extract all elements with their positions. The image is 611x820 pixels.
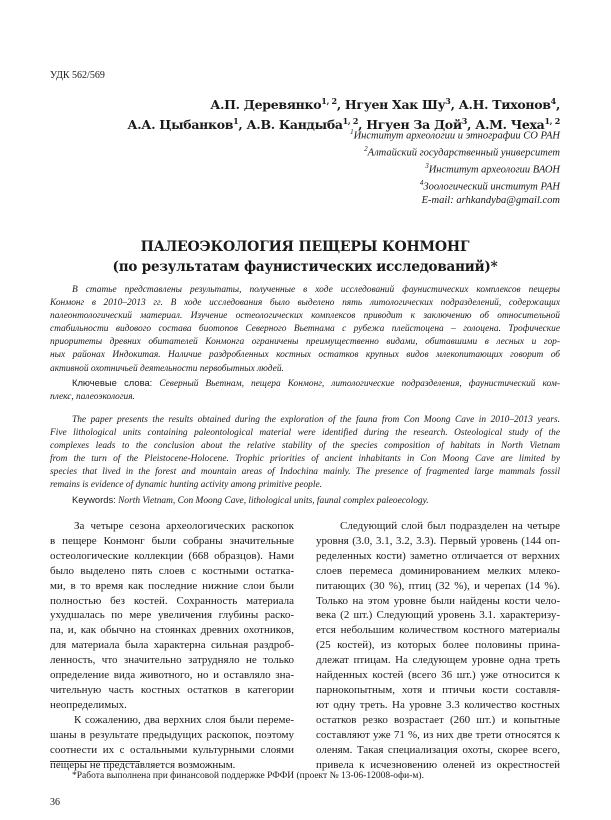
affiliation-mark: 4 [419,179,424,188]
author-affiliation-mark: 4 [550,96,556,106]
author-affiliation-mark: 3 [445,96,451,106]
body-text-line: остеологические коллекции (668 образцов). Нами [50,549,294,562]
footnote: *Работа выполнена при финансовой поддержке РФФИ (проект № 13-06-12008-офи-м). [72,771,424,781]
abstract-line: ных районах Индокитая. Наличие раздробленных костных остатков крупных видов млекопитающих говорит об [50,350,560,361]
body-text-line: ми, в то время как последние нижние слои были [50,579,294,592]
body-text-line: Только на этом уровне были найдены кости чело- [316,594,560,607]
author-separator: , [358,117,367,133]
body-text-line: в пещере Конмонг были собраны значительные [50,534,294,547]
abstract-line: В статье представлены результаты, полученные в ходе исследований фаунистических комплексов пещеры [72,285,560,295]
body-text-line: уровня (3.0, 3.1, 3.2, 3.3). Первый уровень (144 оп- [316,534,560,547]
author-separator: , [467,117,476,133]
author-affiliation-mark: 1, 2 [544,116,560,127]
page-number: 36 [50,797,60,808]
body-text-line: остатков резко возрастает (260 шт.) и копытные [316,713,560,726]
author-affiliation-mark: 1, 2 [342,116,359,127]
affiliation-name: Институт археологии и этнографии СО РАН [353,130,560,142]
author-name: Нгуен За Дой [366,117,462,133]
body-column-right [316,519,560,772]
keywords-en [50,493,560,508]
email: E-mail: arhkandyba@gmail.com [421,195,560,207]
author-affiliation-mark: 1, 2 [321,96,337,106]
affiliation [350,177,560,194]
body-text-line: определение вида животного, но и оставляло зна- [50,669,294,682]
body-text-line: ленность, что значительно затрудняло не только [50,654,294,667]
body-text-line: (25 костей), из которых более половины прина- [316,639,560,652]
author-separator: , [336,97,345,113]
author-name: Нгуен Хак Шу [344,97,446,113]
abstract-line: complexes leads to the conclusion about the relative stability of the species composition of habitats in North Vietnam [50,441,560,452]
affiliations [350,126,560,208]
body-text-line: ют одну треть. На уровне 3.3 количество костных [316,698,560,711]
author-separator: , [450,97,459,113]
keywords-ru-label: Ключевые слова: [72,377,153,388]
author-separator: , [555,97,560,113]
article-subtitle: (по результатам фаунистических исследований)* [112,259,498,275]
body-text-line: ется небольшим количеством костного материалы [316,624,560,637]
body-text-line: составляют уже 71 %, из них две трети относятся к [316,728,560,741]
affiliation [350,160,560,177]
abstract-ru [50,284,560,376]
keywords-en-label: Keywords: [72,494,116,505]
footnote-divider [50,761,140,762]
abstract-line: species that lived in the forest and mountain areas of Indochina mainly. The presence of fragmented large mammals fossil [50,467,560,478]
article-title-block [50,237,560,277]
keywords-ru [50,376,560,404]
body-text-line: па, и, как обычно на стоянках древних охотников, [50,624,294,637]
author-name: А.В. Кандыба [246,117,343,133]
abstract-line: remains is evidence of dynamic hunting activity among primitive people. [50,480,322,491]
body-text-line: соотнести их с остальными культурными слоями [50,743,294,756]
author-separator: , [238,117,247,133]
affiliation-mark: 1 [350,128,354,136]
affiliation-name: Алтайский государственный университет [367,147,560,159]
author-name: А.А. Цыбанков [127,117,234,133]
abstract-line: The paper presents the results obtained during the exploration of the fauna from Con Moong Cave in 2010–2013 years. [72,415,560,425]
abstract-line: from the turn of the Pleistocene-Holocene. Trophic priorities of ancient inhabitants in Con Moong Cave are limited by [50,454,560,465]
author-affiliation-mark: 1 [233,116,239,127]
keywords-ru-text: Северный Вьетнам, пещера Конмонг, литологические подразделения, фаунистический ком- [159,379,560,389]
author-affiliation-mark: 3 [461,116,468,127]
body-text-line: чительную часть костных остатков в категории [50,683,294,696]
keywords-en-text: North Vietnam, Con Moong Cave, lithological units, faunal complex paleoecology. [118,496,429,506]
body-text-line: питающих (30 %), птиц (32 %), и черепах (14 %). [316,579,560,592]
body-text-line: было выделено пять слоев с костными остатка- [50,564,294,577]
affiliation-name: Институт археологии ВАОН [428,164,560,176]
abstract-line: Five lithological units containing paleontological material were identified during the research. Osteological study of the [50,428,560,439]
affiliation-mark: 3 [425,162,429,171]
body-text-line: К сожалению, два верхних слоя были переме- [74,713,294,726]
udk-code: УДК 562/569 [50,70,105,81]
abstract-line: приоритеты древних обитателей Конмонга ограничены преимущественно видами, обитавшими в лесных и гор- [50,337,560,348]
body-text-line: неопределимых. [50,698,127,711]
body-text-line: привела к исчезновению оленей из окрестностей [316,758,560,771]
affiliation [350,126,560,143]
authors-line-1 [127,93,560,113]
body-text-line: ухудшалась по мере увеличения глубины раско- [50,609,294,622]
body-text-line: найденных костей (всего 36 шт.) уже относится к [316,669,560,682]
abstract-en [50,414,560,493]
body-column-left [50,519,294,772]
affiliation-mark: 2 [364,145,368,154]
body-text-line: полностью без костей. Сохранность материала [50,594,294,607]
article-title: ПАЛЕОЭКОЛОГИЯ ПЕЩЕРЫ КОНМОНГ [140,239,470,255]
body-text-line: длежат птицам. На следующем уровне одна треть [316,654,560,667]
body-text-line: слоев перемеса доминированием мелких млеко- [316,564,560,577]
author-name: А.П. Деревянко [210,97,322,113]
body-text-line: За четыре сезона археологических раскопок [74,520,294,532]
abstract-line: Конмонг в 2010–2013 гг. В ходе исследования было выделено пять литологических подразделений, содержащих [50,298,560,309]
keywords-ru-text-2: плекс, палеоэкология. [50,392,135,403]
body-text-line: пещеры не представляется возможным. [50,758,236,771]
body-text-line: шаны в результате предыдущих раскопок, поэтому [50,728,294,741]
affiliation-name: Зоологический институт РАН [423,181,560,193]
abstract-line: активной охотничьей деятельности первобытных людей. [50,363,284,374]
abstract-line: стабильности видового состава биотопов Северного Вьетнама с рубежа плейстоцена – голоцена. Трофические [50,324,560,335]
affiliation [350,143,560,160]
body-text-line: ределенных кости) заметно отличается от верхних [316,549,560,562]
author-name: А.Н. Тихонов [458,97,551,113]
body-text-line: парнокопытным, хотя и птичьи кости составля- [316,683,560,696]
body-text-line: века (2 шт.) Следующий уровень 3.1. характеризу- [316,609,560,622]
body-text-line: Следующий слой был подразделен на четыре [340,520,560,532]
body-text-line: оленям. Такая специализация охоты, скорее всего, [316,743,560,756]
author-name: А.М. Чеха [475,117,545,133]
abstract-line: палеонтологический материал. Изучение остеологических комплексов приводит к заключению об относительной [50,311,560,322]
body-text-line: для материала была характерна сильная раздроб- [50,639,294,652]
